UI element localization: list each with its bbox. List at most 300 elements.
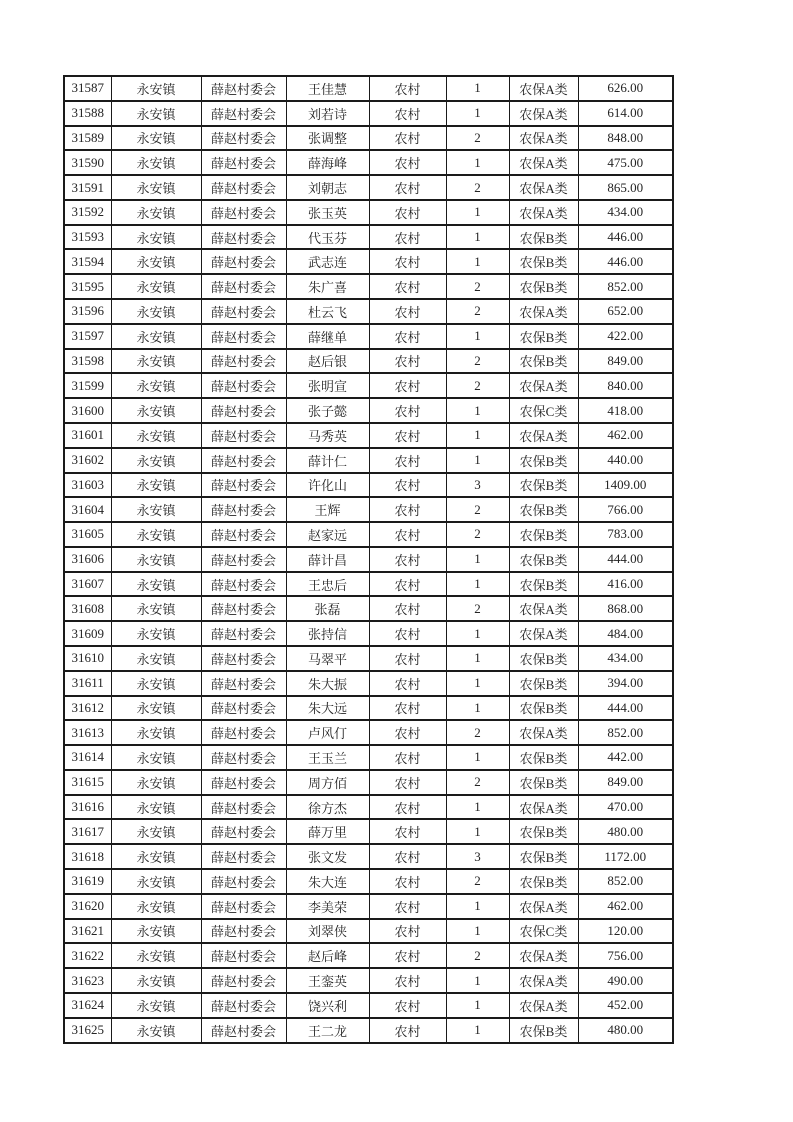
table-row xyxy=(64,101,673,126)
cell-person-name: 张玉英 xyxy=(286,200,369,225)
cell-amount: 446.00 xyxy=(578,249,673,274)
cell-insurance-category: 农保B类 xyxy=(509,869,578,894)
cell-insurance-category: 农保B类 xyxy=(509,844,578,869)
cell-record-id: 31601 xyxy=(64,423,111,448)
table-row xyxy=(64,572,673,597)
table-row xyxy=(64,720,673,745)
cell-town: 永安镇 xyxy=(111,919,201,944)
records-table xyxy=(63,75,674,1044)
cell-village-committee: 薛赵村委会 xyxy=(201,819,286,844)
cell-person-name: 薛计昌 xyxy=(286,547,369,572)
cell-town: 永安镇 xyxy=(111,274,201,299)
cell-amount: 480.00 xyxy=(578,819,673,844)
cell-residence-type: 农村 xyxy=(369,225,446,250)
cell-record-id: 31598 xyxy=(64,349,111,374)
table-row xyxy=(64,423,673,448)
cell-residence-type: 农村 xyxy=(369,968,446,993)
cell-residence-type: 农村 xyxy=(369,844,446,869)
cell-residence-type: 农村 xyxy=(369,646,446,671)
cell-record-id: 31624 xyxy=(64,993,111,1018)
cell-record-id: 31588 xyxy=(64,101,111,126)
cell-town: 永安镇 xyxy=(111,398,201,423)
cell-town: 永安镇 xyxy=(111,720,201,745)
cell-amount: 614.00 xyxy=(578,101,673,126)
cell-village-committee: 薛赵村委会 xyxy=(201,894,286,919)
cell-person-count: 2 xyxy=(446,175,509,200)
cell-residence-type: 农村 xyxy=(369,126,446,151)
cell-town: 永安镇 xyxy=(111,671,201,696)
table-row xyxy=(64,968,673,993)
table-row xyxy=(64,175,673,200)
cell-town: 永安镇 xyxy=(111,993,201,1018)
cell-record-id: 31602 xyxy=(64,448,111,473)
cell-record-id: 31594 xyxy=(64,249,111,274)
cell-town: 永安镇 xyxy=(111,968,201,993)
table-row xyxy=(64,795,673,820)
cell-amount: 462.00 xyxy=(578,894,673,919)
cell-person-name: 朱大远 xyxy=(286,696,369,721)
cell-person-count: 1 xyxy=(446,448,509,473)
cell-village-committee: 薛赵村委会 xyxy=(201,225,286,250)
cell-insurance-category: 农保B类 xyxy=(509,274,578,299)
cell-residence-type: 农村 xyxy=(369,770,446,795)
cell-amount: 418.00 xyxy=(578,398,673,423)
cell-town: 永安镇 xyxy=(111,200,201,225)
cell-record-id: 31591 xyxy=(64,175,111,200)
cell-amount: 434.00 xyxy=(578,646,673,671)
cell-amount: 852.00 xyxy=(578,274,673,299)
cell-amount: 120.00 xyxy=(578,919,673,944)
cell-residence-type: 农村 xyxy=(369,473,446,498)
cell-amount: 434.00 xyxy=(578,200,673,225)
table-row xyxy=(64,398,673,423)
cell-town: 永安镇 xyxy=(111,497,201,522)
cell-person-count: 1 xyxy=(446,200,509,225)
table-row xyxy=(64,76,673,101)
cell-record-id: 31620 xyxy=(64,894,111,919)
cell-insurance-category: 农保B类 xyxy=(509,448,578,473)
table-row xyxy=(64,596,673,621)
table-row xyxy=(64,1018,673,1043)
cell-insurance-category: 农保A类 xyxy=(509,621,578,646)
cell-insurance-category: 农保A类 xyxy=(509,299,578,324)
cell-insurance-category: 农保A类 xyxy=(509,200,578,225)
cell-town: 永安镇 xyxy=(111,448,201,473)
cell-person-name: 朱大连 xyxy=(286,869,369,894)
cell-person-count: 1 xyxy=(446,101,509,126)
cell-residence-type: 农村 xyxy=(369,200,446,225)
cell-person-count: 2 xyxy=(446,299,509,324)
cell-village-committee: 薛赵村委会 xyxy=(201,770,286,795)
cell-village-committee: 薛赵村委会 xyxy=(201,200,286,225)
cell-person-name: 刘朝志 xyxy=(286,175,369,200)
cell-amount: 452.00 xyxy=(578,993,673,1018)
cell-residence-type: 农村 xyxy=(369,76,446,101)
cell-person-name: 马秀英 xyxy=(286,423,369,448)
cell-record-id: 31597 xyxy=(64,324,111,349)
cell-person-name: 王二龙 xyxy=(286,1018,369,1043)
cell-residence-type: 农村 xyxy=(369,299,446,324)
cell-amount: 394.00 xyxy=(578,671,673,696)
cell-residence-type: 农村 xyxy=(369,894,446,919)
cell-residence-type: 农村 xyxy=(369,274,446,299)
cell-insurance-category: 农保B类 xyxy=(509,225,578,250)
cell-record-id: 31589 xyxy=(64,126,111,151)
cell-record-id: 31612 xyxy=(64,696,111,721)
cell-insurance-category: 农保B类 xyxy=(509,1018,578,1043)
table-row xyxy=(64,646,673,671)
cell-amount: 652.00 xyxy=(578,299,673,324)
cell-person-count: 2 xyxy=(446,126,509,151)
cell-village-committee: 薛赵村委会 xyxy=(201,497,286,522)
cell-person-name: 赵后峰 xyxy=(286,943,369,968)
table-row xyxy=(64,349,673,374)
table-row xyxy=(64,200,673,225)
cell-person-name: 李美荣 xyxy=(286,894,369,919)
cell-insurance-category: 农保B类 xyxy=(509,646,578,671)
cell-residence-type: 农村 xyxy=(369,150,446,175)
cell-person-count: 1 xyxy=(446,894,509,919)
table-row xyxy=(64,671,673,696)
table-row xyxy=(64,448,673,473)
cell-amount: 475.00 xyxy=(578,150,673,175)
records-table-body xyxy=(64,76,673,1043)
cell-town: 永安镇 xyxy=(111,76,201,101)
cell-insurance-category: 农保A类 xyxy=(509,175,578,200)
table-row xyxy=(64,324,673,349)
cell-village-committee: 薛赵村委会 xyxy=(201,76,286,101)
cell-person-name: 杜云飞 xyxy=(286,299,369,324)
cell-insurance-category: 农保B类 xyxy=(509,572,578,597)
cell-record-id: 31604 xyxy=(64,497,111,522)
cell-person-count: 1 xyxy=(446,919,509,944)
cell-village-committee: 薛赵村委会 xyxy=(201,373,286,398)
cell-residence-type: 农村 xyxy=(369,373,446,398)
cell-insurance-category: 农保B类 xyxy=(509,547,578,572)
cell-person-count: 2 xyxy=(446,373,509,398)
cell-residence-type: 农村 xyxy=(369,795,446,820)
table-row xyxy=(64,299,673,324)
cell-record-id: 31603 xyxy=(64,473,111,498)
cell-town: 永安镇 xyxy=(111,324,201,349)
cell-residence-type: 农村 xyxy=(369,720,446,745)
cell-record-id: 31617 xyxy=(64,819,111,844)
table-row xyxy=(64,497,673,522)
cell-insurance-category: 农保A类 xyxy=(509,596,578,621)
cell-village-committee: 薛赵村委会 xyxy=(201,150,286,175)
table-row xyxy=(64,249,673,274)
cell-village-committee: 薛赵村委会 xyxy=(201,696,286,721)
cell-person-count: 2 xyxy=(446,274,509,299)
cell-person-name: 赵后银 xyxy=(286,349,369,374)
cell-town: 永安镇 xyxy=(111,869,201,894)
cell-person-name: 薛计仁 xyxy=(286,448,369,473)
cell-village-committee: 薛赵村委会 xyxy=(201,646,286,671)
cell-insurance-category: 农保A类 xyxy=(509,968,578,993)
cell-amount: 444.00 xyxy=(578,696,673,721)
cell-person-name: 张明宣 xyxy=(286,373,369,398)
cell-insurance-category: 农保B类 xyxy=(509,770,578,795)
cell-village-committee: 薛赵村委会 xyxy=(201,919,286,944)
cell-record-id: 31596 xyxy=(64,299,111,324)
cell-person-name: 武志连 xyxy=(286,249,369,274)
cell-town: 永安镇 xyxy=(111,150,201,175)
cell-person-name: 周方佰 xyxy=(286,770,369,795)
cell-town: 永安镇 xyxy=(111,1018,201,1043)
cell-person-count: 1 xyxy=(446,696,509,721)
cell-record-id: 31615 xyxy=(64,770,111,795)
cell-insurance-category: 农保A类 xyxy=(509,943,578,968)
cell-town: 永安镇 xyxy=(111,225,201,250)
cell-town: 永安镇 xyxy=(111,646,201,671)
cell-amount: 446.00 xyxy=(578,225,673,250)
cell-village-committee: 薛赵村委会 xyxy=(201,398,286,423)
cell-record-id: 31587 xyxy=(64,76,111,101)
cell-town: 永安镇 xyxy=(111,349,201,374)
cell-amount: 490.00 xyxy=(578,968,673,993)
cell-amount: 783.00 xyxy=(578,522,673,547)
cell-person-name: 王佳慧 xyxy=(286,76,369,101)
cell-person-count: 1 xyxy=(446,398,509,423)
cell-residence-type: 农村 xyxy=(369,919,446,944)
table-row xyxy=(64,621,673,646)
cell-person-count: 2 xyxy=(446,720,509,745)
cell-village-committee: 薛赵村委会 xyxy=(201,175,286,200)
cell-amount: 626.00 xyxy=(578,76,673,101)
cell-person-name: 赵家远 xyxy=(286,522,369,547)
table-row xyxy=(64,274,673,299)
cell-person-name: 刘若诗 xyxy=(286,101,369,126)
cell-record-id: 31600 xyxy=(64,398,111,423)
table-row xyxy=(64,894,673,919)
cell-person-count: 2 xyxy=(446,596,509,621)
cell-person-count: 2 xyxy=(446,869,509,894)
cell-village-committee: 薛赵村委会 xyxy=(201,101,286,126)
cell-insurance-category: 农保B类 xyxy=(509,671,578,696)
cell-town: 永安镇 xyxy=(111,299,201,324)
cell-residence-type: 农村 xyxy=(369,696,446,721)
cell-person-count: 1 xyxy=(446,646,509,671)
cell-record-id: 31619 xyxy=(64,869,111,894)
cell-person-name: 王辉 xyxy=(286,497,369,522)
cell-insurance-category: 农保A类 xyxy=(509,76,578,101)
cell-insurance-category: 农保C类 xyxy=(509,919,578,944)
cell-village-committee: 薛赵村委会 xyxy=(201,1018,286,1043)
cell-village-committee: 薛赵村委会 xyxy=(201,596,286,621)
cell-amount: 442.00 xyxy=(578,745,673,770)
cell-town: 永安镇 xyxy=(111,522,201,547)
cell-person-name: 王玉兰 xyxy=(286,745,369,770)
cell-record-id: 31613 xyxy=(64,720,111,745)
cell-person-name: 刘翠侠 xyxy=(286,919,369,944)
cell-person-count: 1 xyxy=(446,993,509,1018)
cell-amount: 756.00 xyxy=(578,943,673,968)
cell-residence-type: 农村 xyxy=(369,249,446,274)
cell-insurance-category: 农保B类 xyxy=(509,249,578,274)
cell-amount: 852.00 xyxy=(578,720,673,745)
cell-town: 永安镇 xyxy=(111,795,201,820)
table-row xyxy=(64,919,673,944)
cell-village-committee: 薛赵村委会 xyxy=(201,324,286,349)
cell-person-count: 1 xyxy=(446,423,509,448)
cell-town: 永安镇 xyxy=(111,547,201,572)
cell-person-count: 1 xyxy=(446,150,509,175)
cell-record-id: 31621 xyxy=(64,919,111,944)
cell-person-name: 许化山 xyxy=(286,473,369,498)
table-row xyxy=(64,819,673,844)
cell-person-count: 2 xyxy=(446,522,509,547)
table-row xyxy=(64,373,673,398)
cell-village-committee: 薛赵村委会 xyxy=(201,249,286,274)
cell-amount: 470.00 xyxy=(578,795,673,820)
table-row xyxy=(64,150,673,175)
cell-village-committee: 薛赵村委会 xyxy=(201,522,286,547)
cell-person-name: 王忠后 xyxy=(286,572,369,597)
cell-village-committee: 薛赵村委会 xyxy=(201,943,286,968)
cell-record-id: 31593 xyxy=(64,225,111,250)
cell-amount: 868.00 xyxy=(578,596,673,621)
cell-residence-type: 农村 xyxy=(369,547,446,572)
cell-residence-type: 农村 xyxy=(369,745,446,770)
cell-town: 永安镇 xyxy=(111,175,201,200)
cell-village-committee: 薛赵村委会 xyxy=(201,448,286,473)
cell-town: 永安镇 xyxy=(111,596,201,621)
cell-person-name: 代玉芬 xyxy=(286,225,369,250)
cell-person-name: 张调整 xyxy=(286,126,369,151)
cell-record-id: 31607 xyxy=(64,572,111,597)
table-row xyxy=(64,844,673,869)
cell-insurance-category: 农保A类 xyxy=(509,423,578,448)
cell-residence-type: 农村 xyxy=(369,324,446,349)
cell-record-id: 31595 xyxy=(64,274,111,299)
cell-person-name: 卢风仃 xyxy=(286,720,369,745)
cell-insurance-category: 农保B类 xyxy=(509,696,578,721)
cell-amount: 852.00 xyxy=(578,869,673,894)
table-row xyxy=(64,696,673,721)
cell-village-committee: 薛赵村委会 xyxy=(201,993,286,1018)
cell-person-name: 张持信 xyxy=(286,621,369,646)
cell-person-count: 1 xyxy=(446,745,509,770)
cell-amount: 416.00 xyxy=(578,572,673,597)
cell-person-count: 1 xyxy=(446,225,509,250)
cell-village-committee: 薛赵村委会 xyxy=(201,274,286,299)
cell-record-id: 31599 xyxy=(64,373,111,398)
cell-record-id: 31618 xyxy=(64,844,111,869)
cell-person-name: 张磊 xyxy=(286,596,369,621)
cell-record-id: 31592 xyxy=(64,200,111,225)
cell-person-name: 朱广喜 xyxy=(286,274,369,299)
cell-amount: 422.00 xyxy=(578,324,673,349)
table-row xyxy=(64,473,673,498)
cell-town: 永安镇 xyxy=(111,943,201,968)
cell-amount: 766.00 xyxy=(578,497,673,522)
cell-town: 永安镇 xyxy=(111,844,201,869)
cell-insurance-category: 农保A类 xyxy=(509,894,578,919)
cell-residence-type: 农村 xyxy=(369,101,446,126)
cell-person-count: 1 xyxy=(446,621,509,646)
cell-village-committee: 薛赵村委会 xyxy=(201,423,286,448)
cell-person-name: 薛继单 xyxy=(286,324,369,349)
cell-amount: 444.00 xyxy=(578,547,673,572)
cell-village-committee: 薛赵村委会 xyxy=(201,795,286,820)
cell-person-name: 朱大振 xyxy=(286,671,369,696)
cell-person-count: 3 xyxy=(446,473,509,498)
cell-amount: 1409.00 xyxy=(578,473,673,498)
cell-residence-type: 农村 xyxy=(369,572,446,597)
cell-person-count: 1 xyxy=(446,795,509,820)
cell-village-committee: 薛赵村委会 xyxy=(201,299,286,324)
cell-person-count: 1 xyxy=(446,249,509,274)
cell-insurance-category: 农保C类 xyxy=(509,398,578,423)
cell-village-committee: 薛赵村委会 xyxy=(201,844,286,869)
cell-insurance-category: 农保B类 xyxy=(509,473,578,498)
cell-village-committee: 薛赵村委会 xyxy=(201,473,286,498)
cell-person-count: 3 xyxy=(446,844,509,869)
cell-town: 永安镇 xyxy=(111,101,201,126)
cell-person-count: 2 xyxy=(446,497,509,522)
cell-amount: 849.00 xyxy=(578,349,673,374)
cell-person-name: 马翠平 xyxy=(286,646,369,671)
cell-insurance-category: 农保B类 xyxy=(509,497,578,522)
cell-village-committee: 薛赵村委会 xyxy=(201,572,286,597)
cell-residence-type: 农村 xyxy=(369,423,446,448)
cell-person-count: 1 xyxy=(446,572,509,597)
cell-residence-type: 农村 xyxy=(369,497,446,522)
table-row xyxy=(64,745,673,770)
cell-residence-type: 农村 xyxy=(369,596,446,621)
cell-insurance-category: 农保B类 xyxy=(509,349,578,374)
cell-amount: 1172.00 xyxy=(578,844,673,869)
cell-town: 永安镇 xyxy=(111,572,201,597)
cell-record-id: 31606 xyxy=(64,547,111,572)
cell-record-id: 31608 xyxy=(64,596,111,621)
cell-person-count: 2 xyxy=(446,943,509,968)
cell-residence-type: 农村 xyxy=(369,1018,446,1043)
cell-person-count: 1 xyxy=(446,324,509,349)
cell-insurance-category: 农保B类 xyxy=(509,522,578,547)
cell-insurance-category: 农保A类 xyxy=(509,720,578,745)
cell-residence-type: 农村 xyxy=(369,819,446,844)
cell-amount: 849.00 xyxy=(578,770,673,795)
cell-person-count: 1 xyxy=(446,819,509,844)
cell-person-count: 1 xyxy=(446,1018,509,1043)
cell-record-id: 31590 xyxy=(64,150,111,175)
cell-record-id: 31622 xyxy=(64,943,111,968)
cell-residence-type: 农村 xyxy=(369,175,446,200)
cell-record-id: 31614 xyxy=(64,745,111,770)
table-row xyxy=(64,869,673,894)
cell-village-committee: 薛赵村委会 xyxy=(201,745,286,770)
cell-record-id: 31609 xyxy=(64,621,111,646)
cell-town: 永安镇 xyxy=(111,423,201,448)
cell-town: 永安镇 xyxy=(111,621,201,646)
cell-amount: 484.00 xyxy=(578,621,673,646)
cell-person-name: 张子懿 xyxy=(286,398,369,423)
cell-amount: 462.00 xyxy=(578,423,673,448)
cell-person-count: 1 xyxy=(446,76,509,101)
cell-person-count: 2 xyxy=(446,349,509,374)
cell-town: 永安镇 xyxy=(111,249,201,274)
cell-town: 永安镇 xyxy=(111,373,201,398)
cell-person-name: 薛万里 xyxy=(286,819,369,844)
cell-town: 永安镇 xyxy=(111,473,201,498)
cell-village-committee: 薛赵村委会 xyxy=(201,671,286,696)
cell-insurance-category: 农保B类 xyxy=(509,819,578,844)
cell-town: 永安镇 xyxy=(111,745,201,770)
cell-residence-type: 农村 xyxy=(369,398,446,423)
cell-village-committee: 薛赵村委会 xyxy=(201,621,286,646)
cell-residence-type: 农村 xyxy=(369,993,446,1018)
